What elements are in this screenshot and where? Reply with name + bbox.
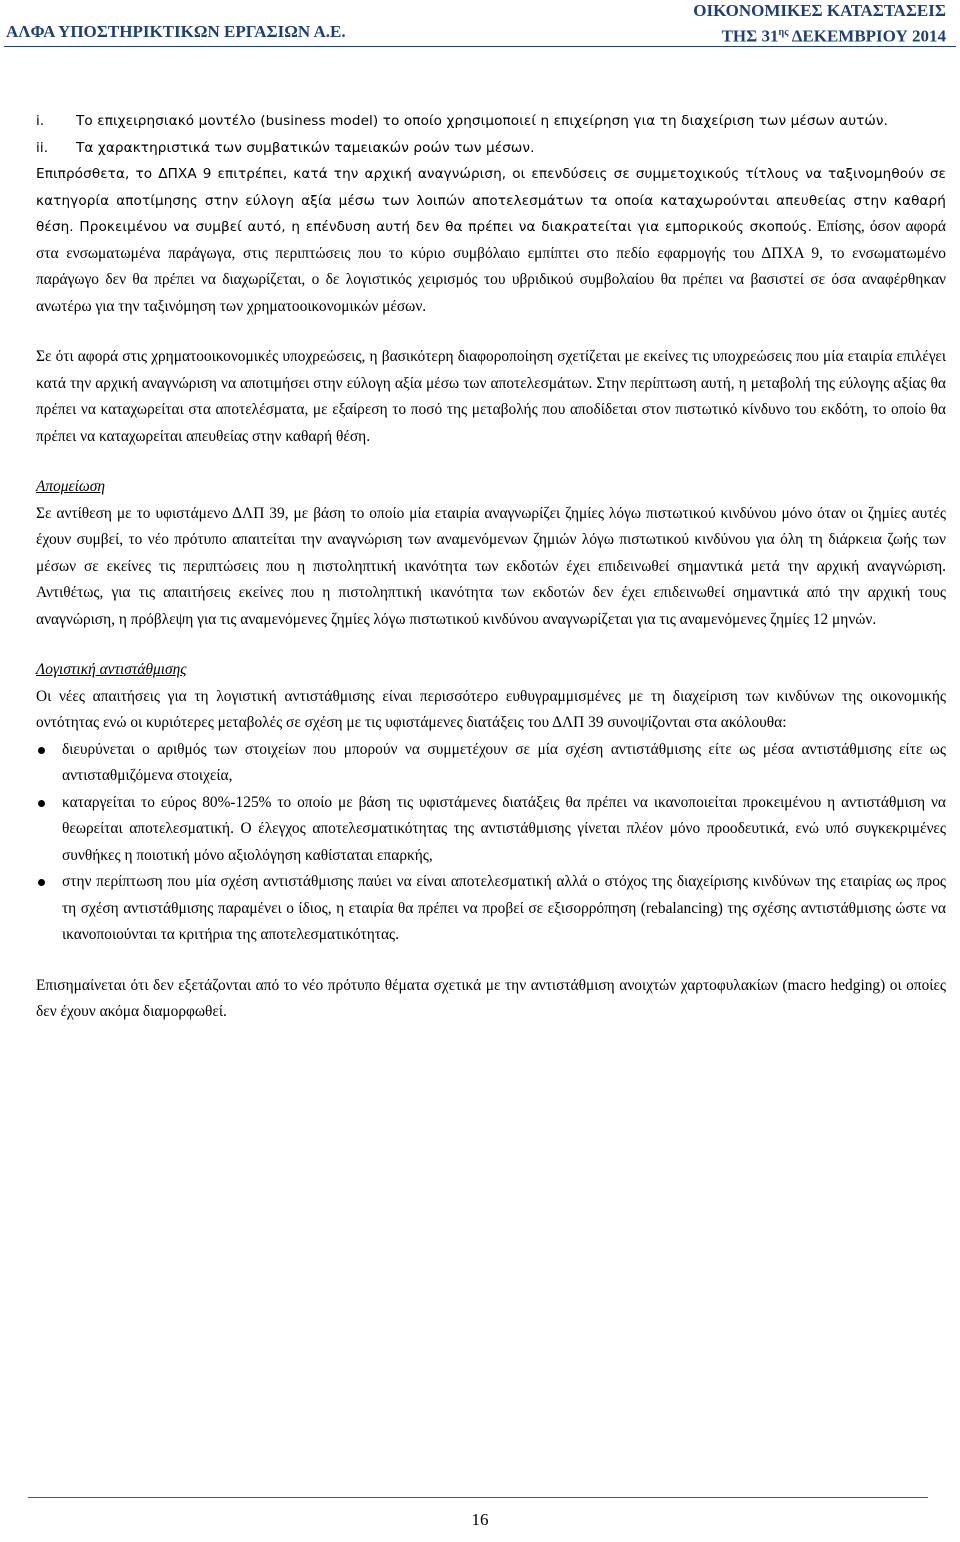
bullet-text: στην περίπτωση που μία σχέση αντιστάθμισης παύει να είναι αποτελεσματική αλλά ο στόχος της διαχείρισης κινδύνων της εταιρίας ως προς τη σχέση αντιστάθμισης παραμένει ο ίδιος, η εταιρία θα πρέπει να προβεί σε εξισορρόπηση (rebalancing) της σχέσης αντιστάθμισης ώστε να ικανοποιούνται τα κριτήρια της αποτελεσματικότητας. [62, 873, 946, 943]
paragraph-financial-liabilities: Σε ότι αφορά στις χρηματοοικονομικές υποχρεώσεις, η βασικότερη διαφοροποίηση σχετίζεται με εκείνες τις υποχρεώσεις που μία εταιρία επιλέγει κατά την αρχική αναγνώριση να αποτιμήσει στην εύλογη αξία μέσω των αποτελεσμάτων. Στην περίπτωση αυτή, η μεταβολή της εύλογης αξίας θα πρέπει να καταχωρείται στα αποτελέσματα, με εξαίρεση το ποσό της μεταβολής που αποδίδεται στον πιστωτικό κίνδυνο του εκδότη, το οποίο θα πρέπει να καταχωρείται απευθείας στην καθαρή θέση. [36, 348, 946, 445]
bullet-item [36, 869, 946, 949]
bullet-item [36, 737, 946, 790]
bullet-dot-icon [38, 879, 45, 886]
bullet-text: διευρύνεται ο αριθμός των στοιχείων που μπορούν να συμμετέχουν σε μία σχέση αντιστάθμισης είτε ως μέσα αντιστάθμισης είτε ως αντισταθμιζόμενα στοιχεία, [62, 740, 946, 784]
bullet-dot-icon [38, 747, 45, 754]
paragraph-equity-investments: Επιπρόσθετα, το ΔΠΧΑ 9 επιτρέπει, κατά την αρχική αναγνώριση, οι επενδύσεις σε συμμετοχικούς τίτλους να ταξινομηθούν σε κατηγορία αποτίμησης στην εύλογη αξία μέσω των λοιπών αποτελεσμάτων τα οποία καταχωρούνται απευθείας στην καθαρή θέση. Προκειμένου να συμβεί αυτό, η επένδυση αυτή δεν θα πρέπει να διακρατείται για εμπορικούς σκοπούς. Επίσης, όσον αφορά στα ενσωματωμένα παράγωγα, στις περιπτώσεις που το κύριο συμβόλαιο εμπίπτει στο πεδίο εφαρμογής του ΔΠΧΑ 9, το ενσωματωμένο παράγωγο δεν θα πρέπει να διαχωρίζεται, ο δε λογιστικός χειρισμός του υβριδικού συμβολαίου θα πρέπει να βασιστεί σε όσα αναφέρθηκαν ανωτέρω για την ταξινόμηση των χρηματοοικονομικών μέσων. [36, 166, 946, 315]
list-marker: i. [36, 113, 45, 129]
paragraph-macro-hedging: Επισημαίνεται ότι δεν εξετάζονται από το νέο πρότυπο θέματα σχετικά με την αντιστάθμιση ανοιχτών χαρτοφυλακίων (macro hedging) οι οποίες δεν έχουν ακόμα διαμορφωθεί. [36, 976, 946, 1020]
list-item [36, 135, 946, 162]
page-header [0, 0, 960, 44]
bullet-text: καταργείται το εύρος 80%-125% το οποίο με βάση τις υφιστάμενες διατάξεις θα πρέπει να ικανοποιείται προκειμένου η αντιστάθμιση να θεωρείται αποτελεσματική. Ο έλεγχος αποτελεσματικότητας της αντιστάθμισης γίνεται πλέον μόνο προοδευτικά, ενώ υπό συγκεκριμένες συνθήκες η ποιοτική μόνο αξιολόγηση καθίσταται επαρκής, [62, 793, 946, 864]
paragraph-hedge-intro: Οι νέες απαιτήσεις για τη λογιστική αντιστάθμισης είναι περισσότερο ευθυγραμμισμένες με τη διαχείριση των κινδύνων της οικονομικής οντότητας ενώ οι κυριότερες μεταβολές σε σχέση με τις υφιστάμενες διατάξεις του ΔΛΠ 39 συνοψίζονται στα ακόλουθα: [36, 687, 946, 731]
report-title [693, 0, 946, 48]
bullet-dot-icon [38, 800, 45, 807]
report-title-line2: ΤΗΣ $31^{\eta\varsigma}$ ΔΕΚΕΜΒΡΙΟΥ 2014 [721, 26, 946, 46]
page-number: 16 [471, 1510, 489, 1529]
company-name: ΑΛΦΑ ΥΠΟΣΤΗΡΙΚΤΙΚΩΝ ΕΡΓΑΣΙΩΝ Α.Ε. [6, 22, 346, 41]
list-marker: ii. [36, 139, 49, 156]
list-item [36, 108, 946, 135]
header-divider [4, 46, 956, 47]
report-title-line1: ΟΙΚΟΝΟΜΙΚΕΣ ΚΑΤΑΣΤΑΣΕΙΣ [693, 1, 946, 20]
list-item-text: Το επιχειρησιακό μοντέλο (business model) το οποίο χρησιμοποιεί η επιχείρηση για τη διαχείριση των μέσων αυτών. [76, 113, 889, 129]
section-heading-impairment: Απομείωση [36, 478, 105, 495]
page-body [36, 108, 946, 1026]
section-heading-hedge-accounting: Λογιστική αντιστάθμισης [36, 661, 187, 678]
list-item-text: Τα χαρακτηριστικά των συμβατικών ταμειακών ροών των μέσων. [76, 139, 535, 156]
bullet-item [36, 790, 946, 870]
footer-divider [28, 1497, 928, 1498]
paragraph-impairment: Σε αντίθεση με το υφιστάμενο ΔΛΠ 39, με βάση το οποίο μία εταιρία αναγνωρίζει ζημίες λόγω πιστωτικού κινδύνου μόνο όταν οι ζημίες αυτές έχουν συμβεί, το νέο πρότυπο απαιτείται την αναγνώριση των αναμενόμενων ζημιών λόγω πιστωτικού κινδύνου για όλη τη διάρκεια ζωής των μέσων σε εκείνες τις περιπτώσεις που η πιστοληπτική ικανότητα των εκδοτών έχει επιδεινωθεί σημαντικά μετά την αρχική αναγνώριση. Αντιθέτως, για τις απαιτήσεις εκείνες που η πιστοληπτική ικανότητα των εκδοτών δεν έχει επιδεινωθεί σημαντικά από την αρχική τους αναγνώριση, η πρόβλεψη για τις αναμενόμενες ζημίες λόγω πιστωτικού κινδύνου αναγνωρίζεται για τις αναμενόμενες ζημίες 12 μηνών. [36, 504, 946, 628]
